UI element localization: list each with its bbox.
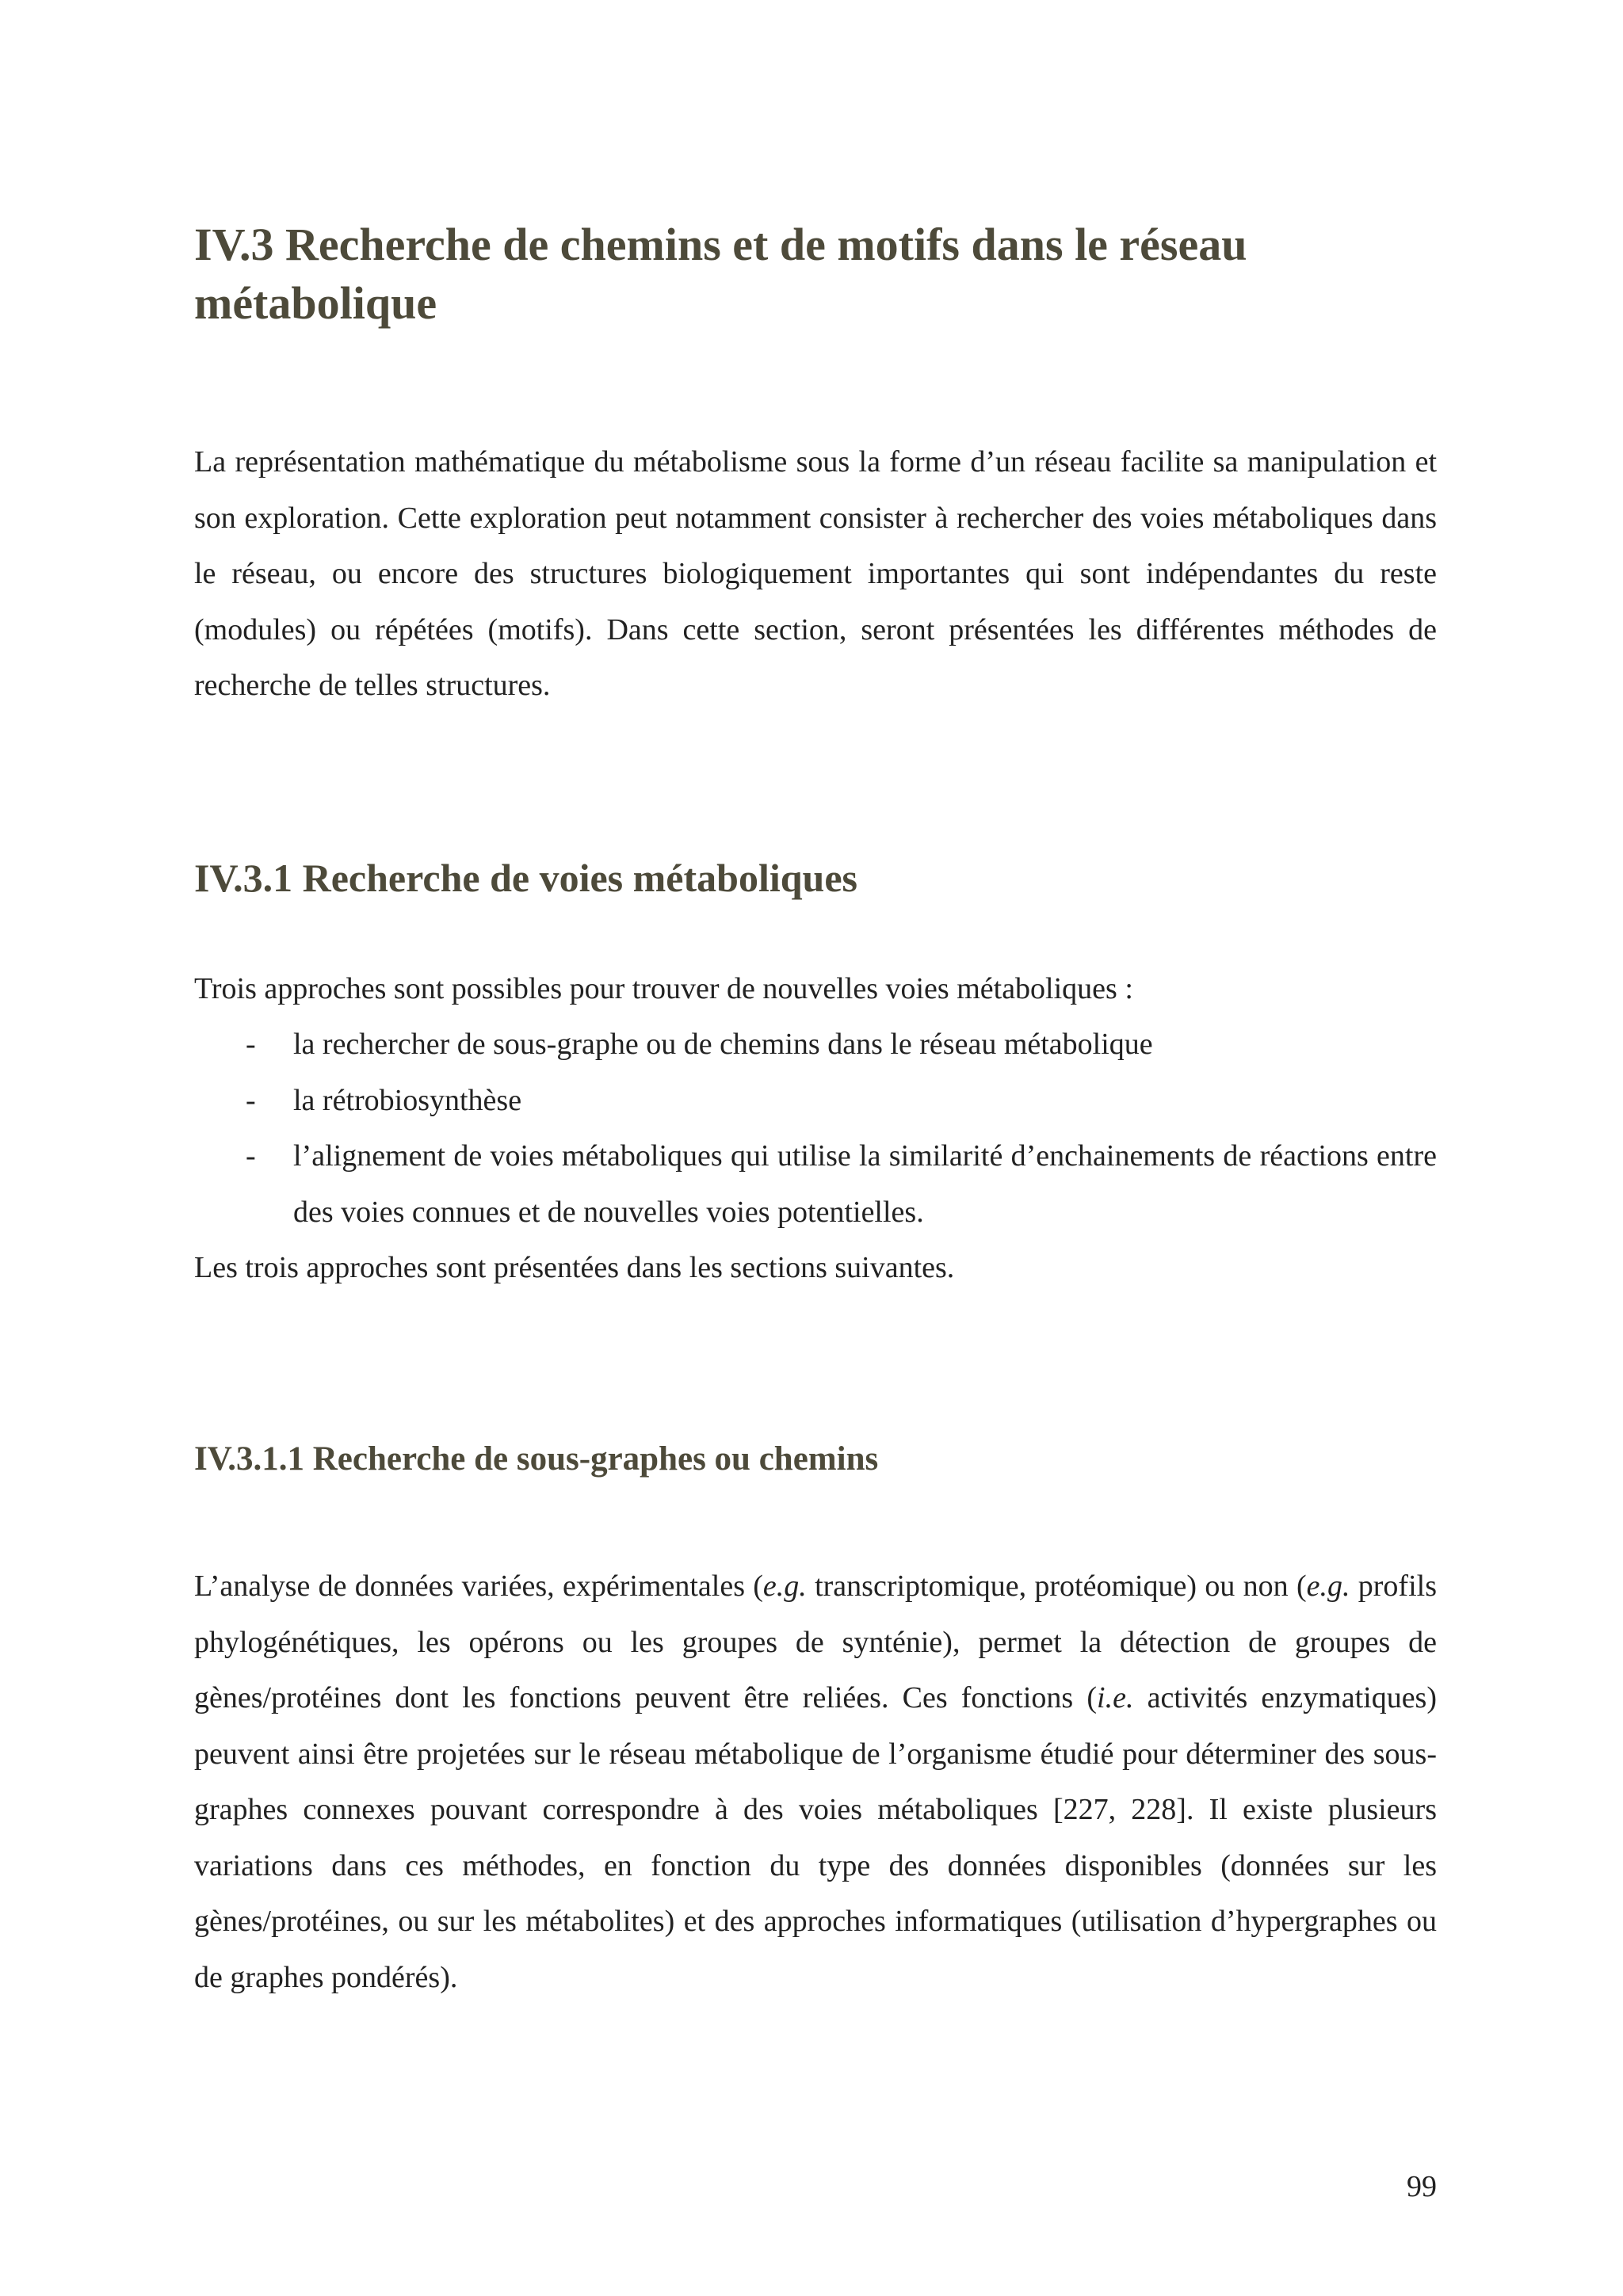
list-item	[194, 1128, 1437, 1240]
abbreviation-eg: e.g.	[762, 1569, 807, 1603]
list-item	[194, 1073, 1437, 1129]
paragraph-text: profils phylogénétiques, les opérons ou les groupes de synténie), permet la détection de groupes de gènes/protéines dont les fonctions peuvent être reliées. Ces fonctions (	[194, 1569, 1437, 1714]
list-bullet: -	[246, 1083, 256, 1117]
page-number: 99	[1407, 2170, 1437, 2203]
abbreviation-eg: e.g.	[1306, 1569, 1350, 1603]
list-item-text: la rechercher de sous-graphe ou de chemins dans le réseau métabolique	[293, 1028, 1153, 1061]
subsubsection-heading: IV.3.1.1 Recherche de sous-graphes ou chemins	[194, 1440, 879, 1478]
section-heading: IV.3 Recherche de chemins et de motifs dans le réseau métabolique	[194, 219, 1247, 329]
list-bullet: -	[246, 1139, 256, 1173]
section-intro-paragraph: La représentation mathématique du métabolisme sous la forme d’un réseau facilite sa manipulation et son exploration. Cette exploration peut notamment consister à rechercher des voies métaboliques dans le réseau, ou encore des structures biologiquement importantes qui sont indépendantes du reste (modules) ou répétées (motifs). Dans cette section, seront présentées les différentes méthodes de recherche de telles structures.	[194, 445, 1437, 702]
list-bullet: -	[246, 1028, 256, 1061]
abbreviation-ie: i.e.	[1097, 1681, 1134, 1714]
subsubsection-paragraph	[194, 1558, 1437, 2005]
subsection-lead-paragraph: Trois approches sont possibles pour trouver de nouvelles voies métaboliques :	[194, 972, 1133, 1005]
list-item	[194, 1016, 1437, 1073]
paragraph-text: activités enzymatiques) peuvent ainsi être projetées sur le réseau métabolique de l’organisme étudié pour déterminer des sous-graphes connexes pouvant correspondre à des voies métaboliques [227, 228]. Il existe plusieurs variations dans ces méthodes, en fonction du type des données disponibles (données sur les gènes/protéines, ou sur les métabolites) et des approches informatiques (utilisation d’hypergraphes ou de graphes pondérés).	[194, 1681, 1437, 1994]
subsection-closing-paragraph: Les trois approches sont présentées dans les sections suivantes.	[194, 1251, 955, 1284]
paragraph-text: transcriptomique, protéomique) ou non (	[806, 1569, 1307, 1603]
approaches-list	[194, 1016, 1437, 1240]
list-item-text: l’alignement de voies métaboliques qui utilise la similarité d’enchainements de réactions entre des voies connues et de nouvelles voies potentielles.	[293, 1139, 1437, 1229]
paragraph-text: L’analyse de données variées, expérimentales (	[194, 1569, 763, 1603]
subsection-heading: IV.3.1 Recherche de voies métaboliques	[194, 856, 857, 900]
list-item-text: la rétrobiosynthèse	[293, 1083, 522, 1117]
